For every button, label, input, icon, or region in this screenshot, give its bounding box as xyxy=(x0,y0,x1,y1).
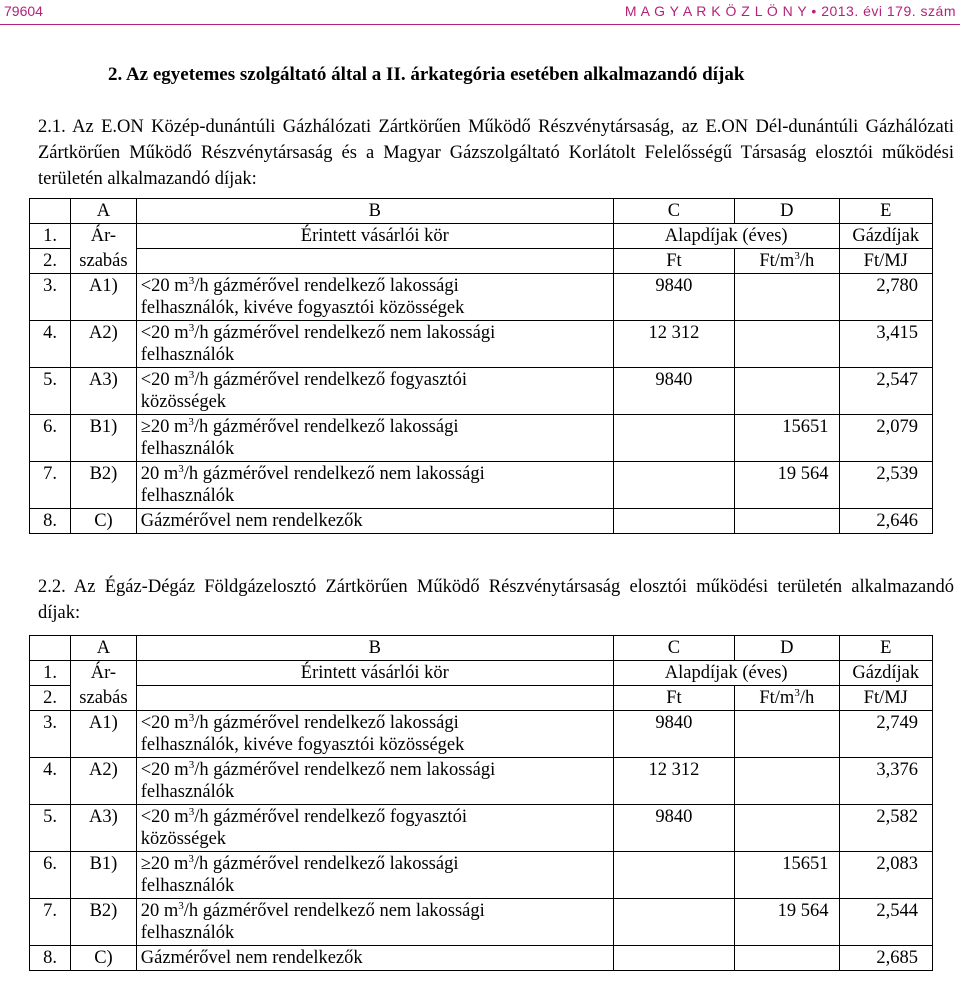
table-row: 4. A2) <20 $m^3/h$ gázmérővel rendelkező nem lakossági felhasználók 12 312 3,376 xyxy=(30,758,933,805)
row-description: <20 $m^3/h$ gázmérővel rendelkező nem lakossági felhasználók xyxy=(136,321,613,368)
unit-ft: Ft xyxy=(613,249,734,274)
table-row: 7. B2) 20 $m^3/h$ gázmérővel rendelkező nem lakossági felhasználók 19 564 2,539 xyxy=(30,462,933,509)
header-erintett: Érintett vásárlói kör xyxy=(136,224,613,249)
row-description: 20 $m^3/h$ gázmérővel rendelkező nem lakossági felhasználók xyxy=(136,899,613,946)
row-number: 1. xyxy=(30,661,71,686)
row-description: 20 $m^3/h$ gázmérővel rendelkező nem lakossági felhasználók xyxy=(136,462,613,509)
col-c-letter: C xyxy=(613,636,734,661)
paragraph-2-1 xyxy=(6,114,954,192)
row-number: 1. xyxy=(30,224,71,249)
table-row: 7. B2) 20 $m^3/h$ gázmérővel rendelkező nem lakossági felhasználók 19 564 2,544 xyxy=(30,899,933,946)
table-row: 8. C) Gázmérővel nem rendelkezők 2,646 xyxy=(30,509,933,534)
paragraph-2-1-text: 2.1. Az E.ON Közép-dunántúli Gázhálózati Zártkörűen Működő Részvénytársaság, az E.ON Dél-dunántúli Gázhálózati Zártkörűen Működő Részvénytársaság és a Magyar Gázszolgáltató Korlátolt Felelősségű Társaság elosztói működési területén alkalmazandó díjak: xyxy=(38,117,954,189)
header-ar: Ár- xyxy=(71,661,137,686)
table-row: 6. B1) ≥20 $m^3/h$ gázmérővel rendelkező lakossági felhasználók 15651 2,083 xyxy=(30,852,933,899)
table-header-row-2 xyxy=(30,686,933,711)
col-b-letter: B xyxy=(136,636,613,661)
unit-ftm3h: $Ft/m^3/h$ xyxy=(735,686,840,711)
row-number: 2. xyxy=(30,249,71,274)
col-a-letter: A xyxy=(71,199,137,224)
header-ar: Ár- xyxy=(71,224,137,249)
col-c-letter: C xyxy=(613,199,734,224)
table-row: 8. C) Gázmérővel nem rendelkezők 2,685 xyxy=(30,946,933,971)
table-row: 5. A3) <20 $m^3/h$ gázmérővel rendelkező fogyasztói közösségek 9840 2,547 xyxy=(30,368,933,415)
col-e-letter: E xyxy=(839,636,932,661)
header-erintett: Érintett vásárlói kör xyxy=(136,661,613,686)
header-alapdijak: Alapdíjak (éves) xyxy=(613,661,839,686)
paragraph-2-2 xyxy=(6,574,954,626)
fees-table-2 xyxy=(29,635,933,971)
header-gazdijak: Gázdíjak xyxy=(839,224,932,249)
row-description: <20 $m^3/h$ gázmérővel rendelkező lakossági felhasználók, kivéve fogyasztói közösségek xyxy=(136,274,613,321)
header-szabas: szabás xyxy=(71,249,137,274)
section-heading: 2. Az egyetemes szolgáltató által a II. árkategória esetében alkalmazandó díjak xyxy=(108,64,745,85)
table-letter-row xyxy=(30,636,933,661)
table-letter-row xyxy=(30,199,933,224)
unit-ftmj: Ft/MJ xyxy=(839,686,932,711)
table-row: 3. A1) <20 $m^3/h$ gázmérővel rendelkező lakossági felhasználók, kivéve fogyasztói közösségek 9840 2,780 xyxy=(30,274,933,321)
row-description: <20 $m^3/h$ gázmérővel rendelkező fogyasztói közösségek xyxy=(136,805,613,852)
table-row: 5. A3) <20 $m^3/h$ gázmérővel rendelkező fogyasztói közösségek 9840 2,582 xyxy=(30,805,933,852)
unit-ftmj: Ft/MJ xyxy=(839,249,932,274)
page-header xyxy=(0,0,960,24)
header-rule xyxy=(0,24,960,25)
page-number: 79604 xyxy=(4,3,43,19)
table-row: 6. B1) ≥20 $m^3/h$ gázmérővel rendelkező lakossági felhasználók 15651 2,079 xyxy=(30,415,933,462)
publication-title: M A G Y A R K Ö Z L Ö N Y • 2013. évi 179. szám xyxy=(624,3,956,19)
table-header-row-2 xyxy=(30,249,933,274)
fees-table-1 xyxy=(29,198,933,534)
col-a-letter: A xyxy=(71,636,137,661)
table-header-row-1 xyxy=(30,224,933,249)
row-number: 2. xyxy=(30,686,71,711)
col-b-letter: B xyxy=(136,199,613,224)
row-description: Gázmérővel nem rendelkezők xyxy=(136,509,613,534)
paragraph-2-2-text: 2.2. Az Égáz-Dégáz Földgázelosztó Zártkörűen Működő Részvénytársaság elosztói működési területén alkalmazandó díjak: xyxy=(38,577,954,623)
row-description: ≥20 $m^3/h$ gázmérővel rendelkező lakossági felhasználók xyxy=(136,852,613,899)
row-description: Gázmérővel nem rendelkezők xyxy=(136,946,613,971)
unit-ftm3h: $Ft/m^3/h$ xyxy=(735,249,840,274)
col-e-letter: E xyxy=(839,199,932,224)
header-szabas: szabás xyxy=(71,686,137,711)
row-description: <20 $m^3/h$ gázmérővel rendelkező lakossági felhasználók, kivéve fogyasztói közösségek xyxy=(136,711,613,758)
row-description: <20 $m^3/h$ gázmérővel rendelkező fogyasztói közösségek xyxy=(136,368,613,415)
header-gazdijak: Gázdíjak xyxy=(839,661,932,686)
table-row: 3. A1) <20 $m^3/h$ gázmérővel rendelkező lakossági felhasználók, kivéve fogyasztói közösségek 9840 2,749 xyxy=(30,711,933,758)
header-alapdijak: Alapdíjak (éves) xyxy=(613,224,839,249)
col-d-letter: D xyxy=(735,199,840,224)
row-description: ≥20 $m^3/h$ gázmérővel rendelkező lakossági felhasználók xyxy=(136,415,613,462)
row-description: <20 $m^3/h$ gázmérővel rendelkező nem lakossági felhasználók xyxy=(136,758,613,805)
unit-ft: Ft xyxy=(613,686,734,711)
table-header-row-1 xyxy=(30,661,933,686)
col-d-letter: D xyxy=(735,636,840,661)
table-row: 4. A2) <20 $m^3/h$ gázmérővel rendelkező nem lakossági felhasználók 12 312 3,415 xyxy=(30,321,933,368)
